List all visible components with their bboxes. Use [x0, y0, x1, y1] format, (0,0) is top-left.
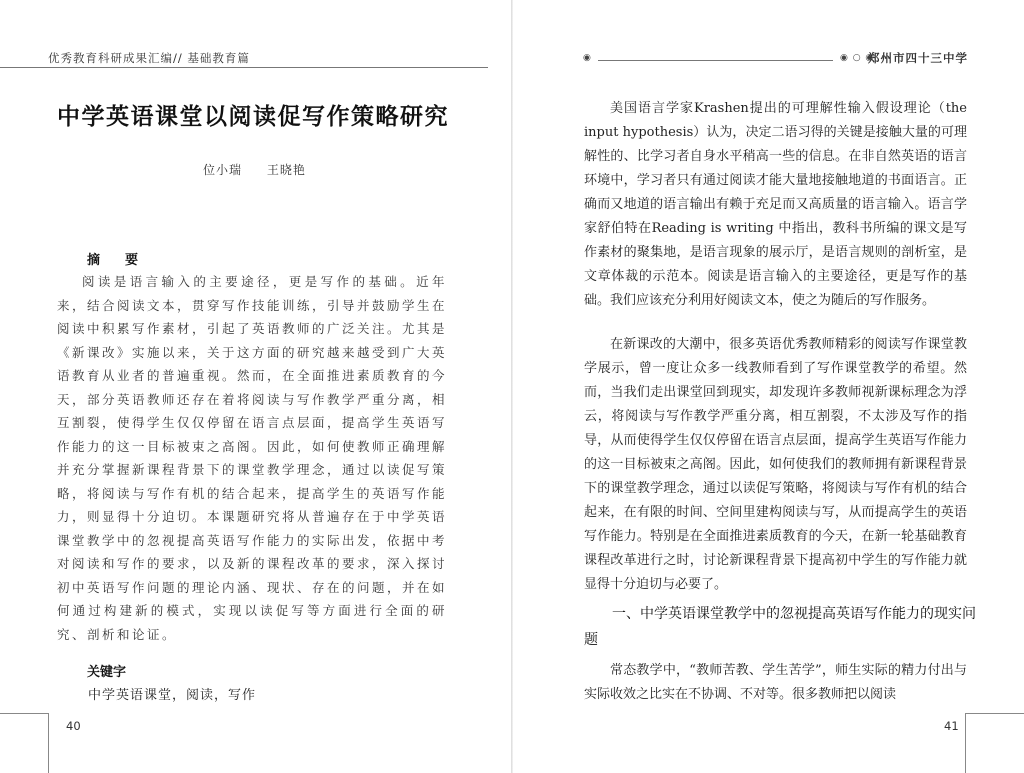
keywords-heading: 关键字	[87, 665, 127, 680]
header-rule	[598, 60, 833, 61]
crop-mark	[48, 713, 49, 773]
keywords-text: 中学英语课堂，阅读，写作	[88, 688, 257, 703]
header-rule	[0, 67, 488, 68]
crop-mark	[965, 713, 966, 773]
body-paragraph: 在新课改的大潮中，很多英语优秀教师精彩的阅读写作课堂教学展示，曾一度让众多一线教师看到了写作课堂教学的希望。然而，当我们走出课堂回到现实，却发现许多教师视新课标理念为浮云，将阅读与写作教学严重分离，相互割裂，不太涉及写作的指导，从而使得学生仅仅停留在语言点层面，提高学生英语写作能力的这一目标被束之高阁。因此，如何使我们的教师拥有新课程背景下的课堂教学理念，通过以读促写策略，将阅读与写作有机的结合起来，在有限的时间、空间里建构阅读与写，从而提高学生的英语写作能力。特别是在全面推进素质教育的今天，在新一轮基础教育课程改革进行之时，讨论新课程背景下提高初中学生的写作能力就显得十分迫切与必要了。	[584, 337, 967, 592]
author-name: 王晓艳	[266, 163, 306, 177]
author-list	[203, 161, 306, 178]
author-name: 位小瑞	[203, 163, 243, 177]
crop-mark	[965, 713, 1024, 714]
body-paragraph: 美国语言学家Krashen提出的可理解性输入假设理论（the input hypothesis）认为，决定二语习得的关键是接触大量的可理解性的、比学习者自身水平稍高一些的信息。在非自然英语的语言环境中，学习者只有通过阅读才能大量地接触地道的书面语言。正确而又地道的语言输出有赖于充足而又高质量的语言输入。语言学家舒伯特在Reading is writing 中指出，教科书所编的课文是写作素材的聚集地，是语言现象的展示厅，是语言规则的剖析室，是文章体裁的示范本。阅读是语言输入的主要途径，更是写作的基础。我们应该充分利用好阅读文本，使之为随后的写作服务。	[584, 101, 967, 308]
ornament-dot: ◉	[583, 53, 591, 63]
page-number: 40	[66, 719, 81, 733]
crop-mark	[0, 713, 48, 714]
article-title: 中学英语课堂以阅读促写作策略研究	[57, 103, 449, 130]
right-page	[513, 0, 1024, 773]
ornament-dots: ◉ ○ ◉	[840, 53, 875, 63]
left-page	[0, 0, 511, 773]
page-number: 41	[944, 719, 959, 733]
left-running-header: 优秀教育科研成果汇编// 基础教育篇	[48, 51, 250, 65]
body-paragraph: 常态教学中，“教师苦教、学生苦学”，师生实际的精力付出与实际收效之比实在不协调、不对等。很多教师把以阅读	[584, 663, 967, 702]
right-running-header: 郑州市四十三中学	[868, 51, 968, 65]
abstract-text: 阅读是语言输入的主要途径，更是写作的基础。近年来，结合阅读文本，贯穿写作技能训练，引导并鼓励学生在阅读中积累写作素材，引起了英语教师的广泛关注。尤其是《新课改》实施以来，关于这方面的研究越来越受到广大英语教育从业者的普遍重视。然而，在全面推进素质教育的今天，部分英语教师还存在着将阅读与写作教学严重分离，相互割裂，使得学生仅仅停留在语言点层面，提高学生英语写作能力的这一目标被束之高阁。因此，如何使教师正确理解并充分掌握新课程背景下的课堂教学理念，通过以读促写策略，将阅读与写作有机的结合起来，提高学生的英语写作能力，则显得十分迫切。本课题研究将从普遍存在于中学英语课堂教学中的忽视提高英语写作能力的实际出发，依据中考对阅读和写作的要求，以及新的课程改革的要求，深入探讨初中英语写作问题的理论内涵、现状、存在的问题，并在如何通过构建新的模式，实现以读促写等方面进行全面的研究、剖析和论证。	[57, 274, 448, 642]
section-heading: 一、中学英语课堂教学中的忽视提高英语写作能力的现实问题	[584, 606, 976, 648]
abstract-heading: 摘 要	[87, 253, 145, 268]
